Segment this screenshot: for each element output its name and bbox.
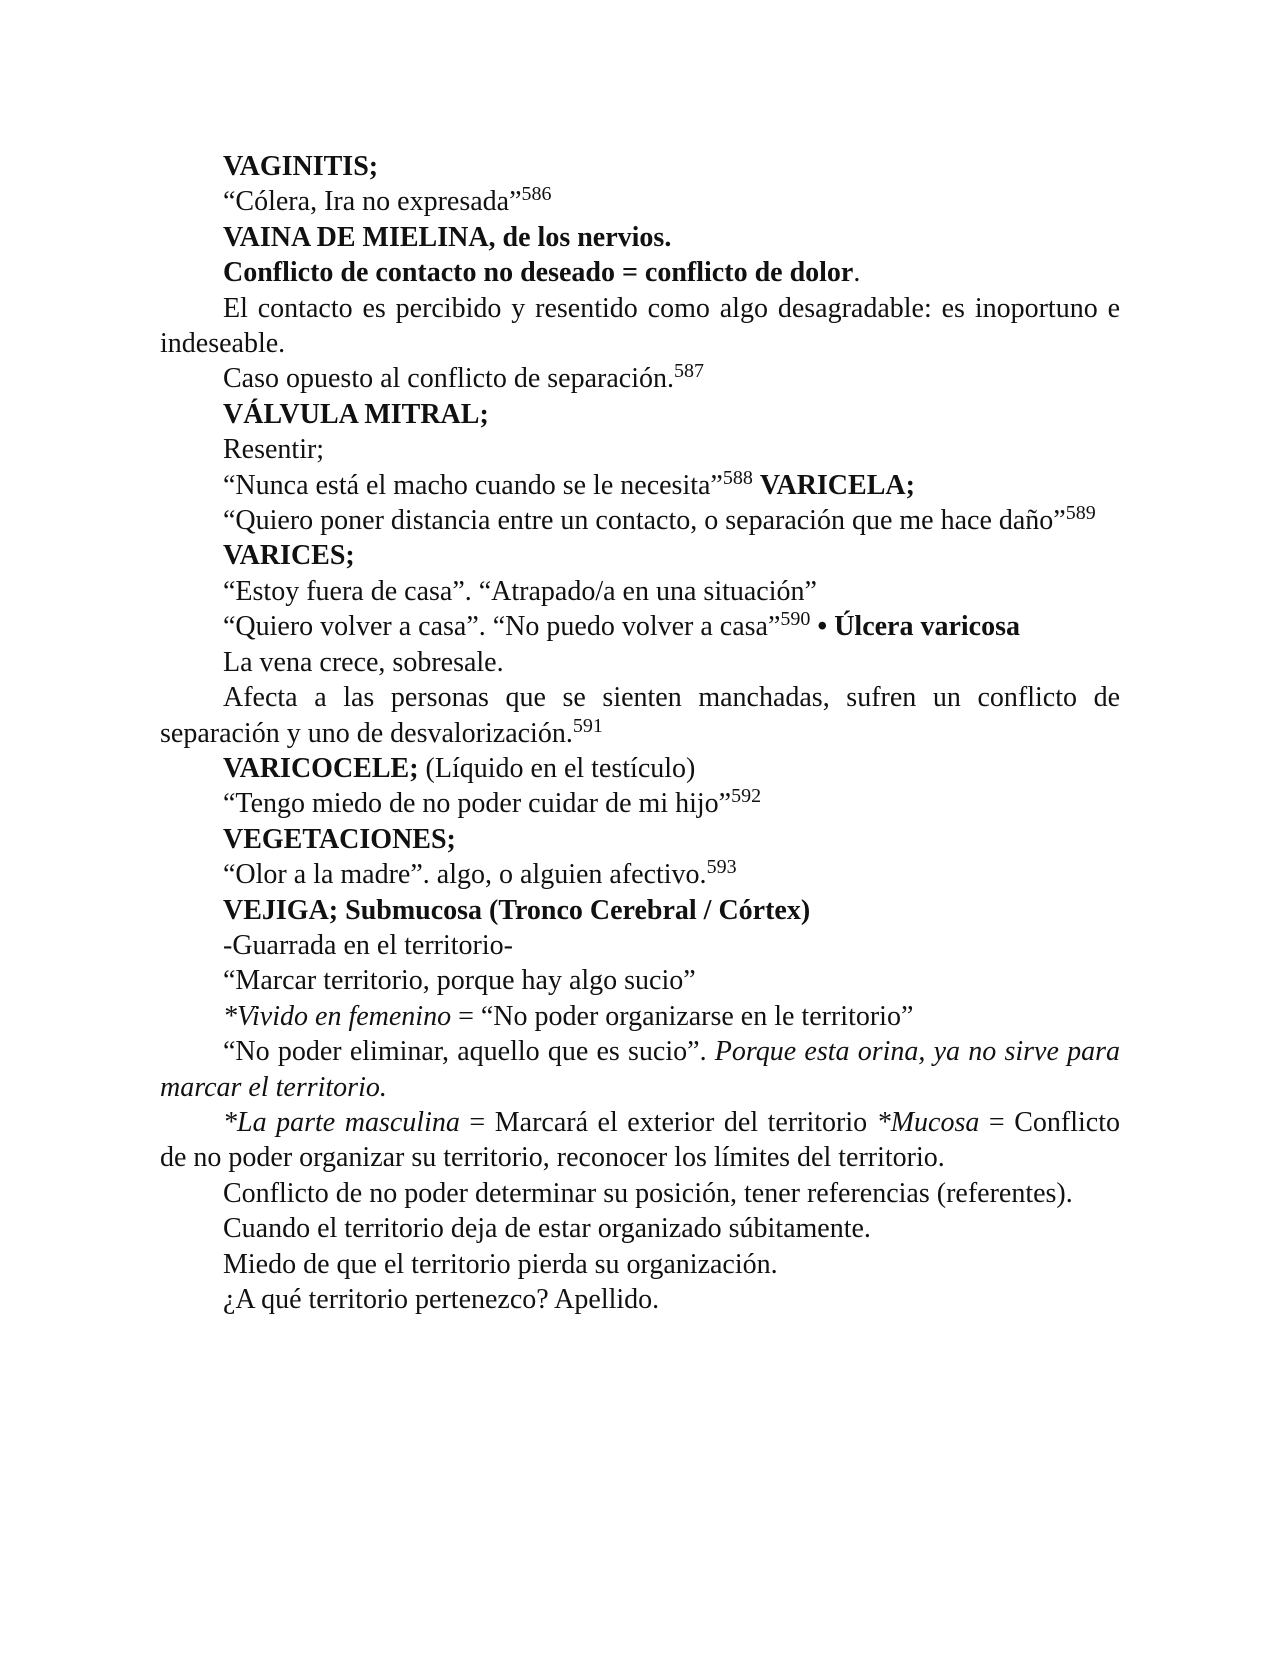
entry-heading: VEJIGA; Submucosa (Tronco Cerebral / Córtex)	[223, 894, 811, 926]
footnote-ref: 587	[673, 360, 704, 383]
quote-paragraph: “Quiero poner distancia entre un contacto, o separación que me hace daño”$^{589}$	[223, 502, 1096, 537]
text-line: -Guarrada en el territorio-	[223, 929, 513, 961]
text-line: Miedo de que el territorio pierda su organización.	[223, 1248, 778, 1280]
footnote-ref: 588	[722, 466, 753, 489]
text-line: *Vivido en femenino = “No poder organizarse en le territorio”	[223, 1000, 914, 1032]
text-paragraph: Conflicto de no poder determinar su posición, tener referencias (referentes).	[223, 1177, 1073, 1209]
entry-heading-inline: VARICELA;	[759, 469, 915, 501]
footnote-ref: 593	[706, 856, 737, 879]
entry-heading: VAGINITIS;	[223, 151, 379, 182]
entry-heading: VÁLVULA MITRAL;	[223, 398, 489, 430]
text-line: “Marcar territorio, porque hay algo sucio”	[223, 965, 696, 997]
text-line: “Olor a la madre”. algo, o alguien afectivo.$^{593}$	[223, 856, 737, 891]
footnote-ref: 592	[731, 785, 762, 808]
text-line: La vena crece, sobresale.	[223, 646, 504, 678]
bold-line: Conflicto de contacto no deseado = conflicto de dolor.	[223, 257, 861, 289]
entry-heading-inline: • Úlcera varicosa	[817, 611, 1021, 643]
entry-heading: VEGETACIONES;	[223, 823, 456, 855]
text-paragraph: “No poder eliminar, aquello que es sucio”. Porque esta orina, ya no sirve para marcar el territorio.	[160, 1036, 1120, 1103]
text-line: “Estoy fuera de casa”. “Atrapado/a en una situación”	[223, 575, 817, 607]
body-text	[160, 149, 1120, 1317]
text-paragraph: *La parte masculina = Marcará el exterior del territorio *Mucosa = Conflicto de no poder organizar su territorio, reconocer los límites del territorio.	[160, 1106, 1121, 1174]
text-line: Cuando el territorio deja de estar organizado súbitamente.	[223, 1213, 871, 1245]
quote-line: “Tengo miedo de no poder cuidar de mi hijo”$^{592}$	[223, 785, 762, 820]
entry-heading: VARICES;	[223, 540, 355, 572]
quote-line: “Nunca está el macho cuando se le necesita”$^{588}$ VARICELA;	[223, 466, 915, 501]
footnote-ref: 591	[572, 714, 603, 737]
entry-heading: VAINA DE MIELINA, de los nervios.	[223, 221, 672, 253]
quote-line: “Quiero volver a casa”. “No puedo volver a casa”$^{590}$ • Úlcera varicosa	[223, 608, 1021, 643]
entry-heading: VARICOCELE; (Líquido en el testículo)	[223, 752, 696, 784]
text-line: ¿A qué territorio pertenezco? Apellido.	[223, 1284, 660, 1315]
text-line: Caso opuesto al conflicto de separación.$^{587}$	[223, 360, 704, 395]
text-paragraph: Afecta a las personas que se sienten manchadas, sufren un conflicto de separación y uno de desvalorización.$^{591}$	[160, 682, 1120, 749]
text-line: Resentir;	[223, 434, 325, 466]
text-paragraph: El contacto es percibido y resentido como algo desagradable: es inoportuno e indeseable.	[160, 292, 1120, 360]
quote-line: “Cólera, Ira no expresada”$^{586}$	[223, 183, 552, 218]
footnote-ref: 586	[521, 183, 552, 206]
footnote-ref: 589	[1065, 502, 1096, 525]
footnote-ref: 590	[780, 608, 811, 631]
